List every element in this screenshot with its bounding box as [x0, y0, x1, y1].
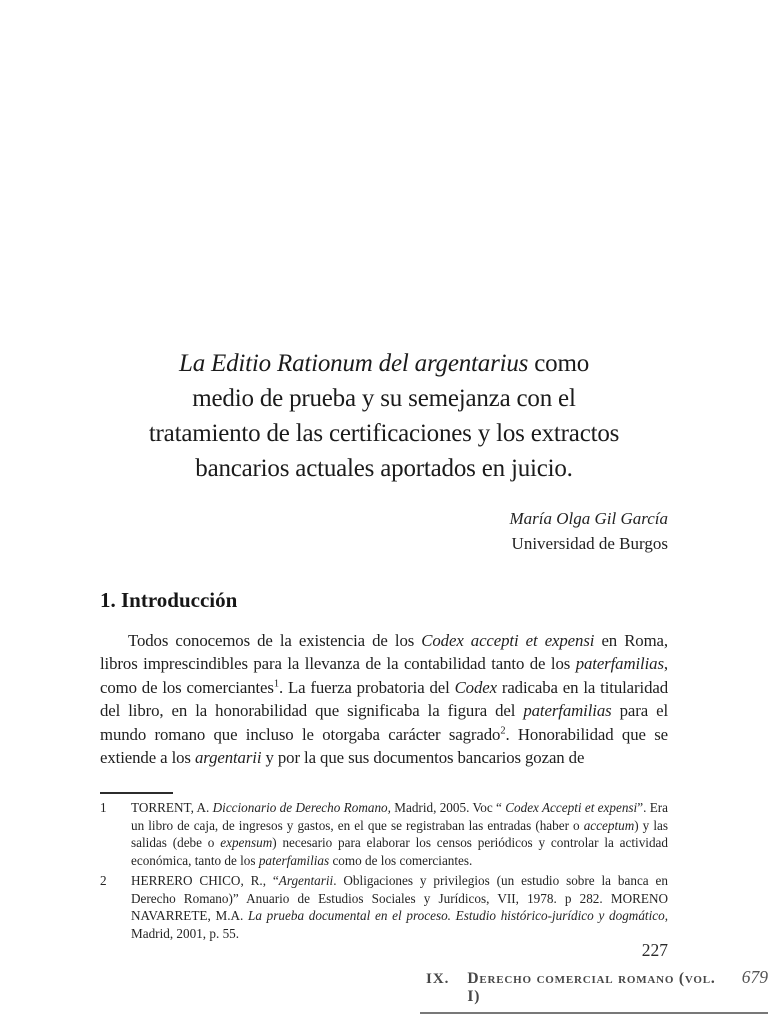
author-name: María Olga Gil García — [509, 509, 668, 528]
author-block — [100, 506, 668, 556]
article-title — [50, 346, 718, 486]
title-line: tratamiento de las certificaciones y los extractos — [148, 420, 620, 447]
footnote-text: TORRENT, A. Diccionario de Derecho Romano, Madrid, 2005. Voc “ Codex Accepti et expensi”. Era un libro de caja, de ingresos y gastos, en el que se registraban las entradas (haber o acceptum) y las salidas (debe o expensum) necesario para elaborar los censos periódicos y controlar la actividad económica, tanto de los paterfamilias como de los comerciantes. — [131, 800, 669, 868]
body-paragraph: Todos conocemos de la existencia de los Codex accepti et expensi en Roma, libros imprescindibles para la llevanza de la contabilidad tanto de los paterfamilias, como de los comerciantes$^1$. La fuerza probatoria del Codex radicaba en la titularidad del libro, en la honorabilidad que significaba la figura del paterfamilias para el mundo romano que incluso le otorgaba carácter sagrado$^2$. Honorabilidad que se extiende a los argentarii y por la que sus documentos bancarios gozan de — [100, 631, 669, 768]
page-number: 227 — [641, 940, 668, 960]
footnote-number: 1 — [100, 800, 107, 815]
footnote-text: HERRERO CHICO, R., “Argentarii. Obligaciones y privilegios (un estudio sobre la banca en Derecho Romano)” Anuario de Estudios Sociales y Jurídicos, VII, 1978. p 282. MORENO NAVARRETE, M.A. La prueba documental en el proceso. Estudio histórico-jurídico y dogmático, Madrid, 2001, p. 55. — [131, 873, 668, 941]
author-affiliation: Universidad de Burgos — [511, 534, 668, 553]
footnote — [100, 799, 668, 869]
section-heading: 1. Introducción — [100, 588, 238, 612]
footer-chapter-label: IX. — [426, 971, 450, 987]
footer-page-number: 679 — [741, 967, 768, 987]
title-line: La Editio Rationum del argentarius como — [178, 350, 589, 377]
footnote-separator — [100, 792, 173, 794]
footnote — [100, 872, 668, 942]
running-footer — [420, 967, 768, 1014]
title-line: medio de prueba y su semejanza con el — [192, 385, 576, 412]
footnote-number: 2 — [100, 873, 107, 888]
title-line: bancarios actuales aportados en juicio. — [195, 455, 573, 482]
footer-section-title: Derecho comercial romano (vol. I) — [467, 970, 716, 1005]
